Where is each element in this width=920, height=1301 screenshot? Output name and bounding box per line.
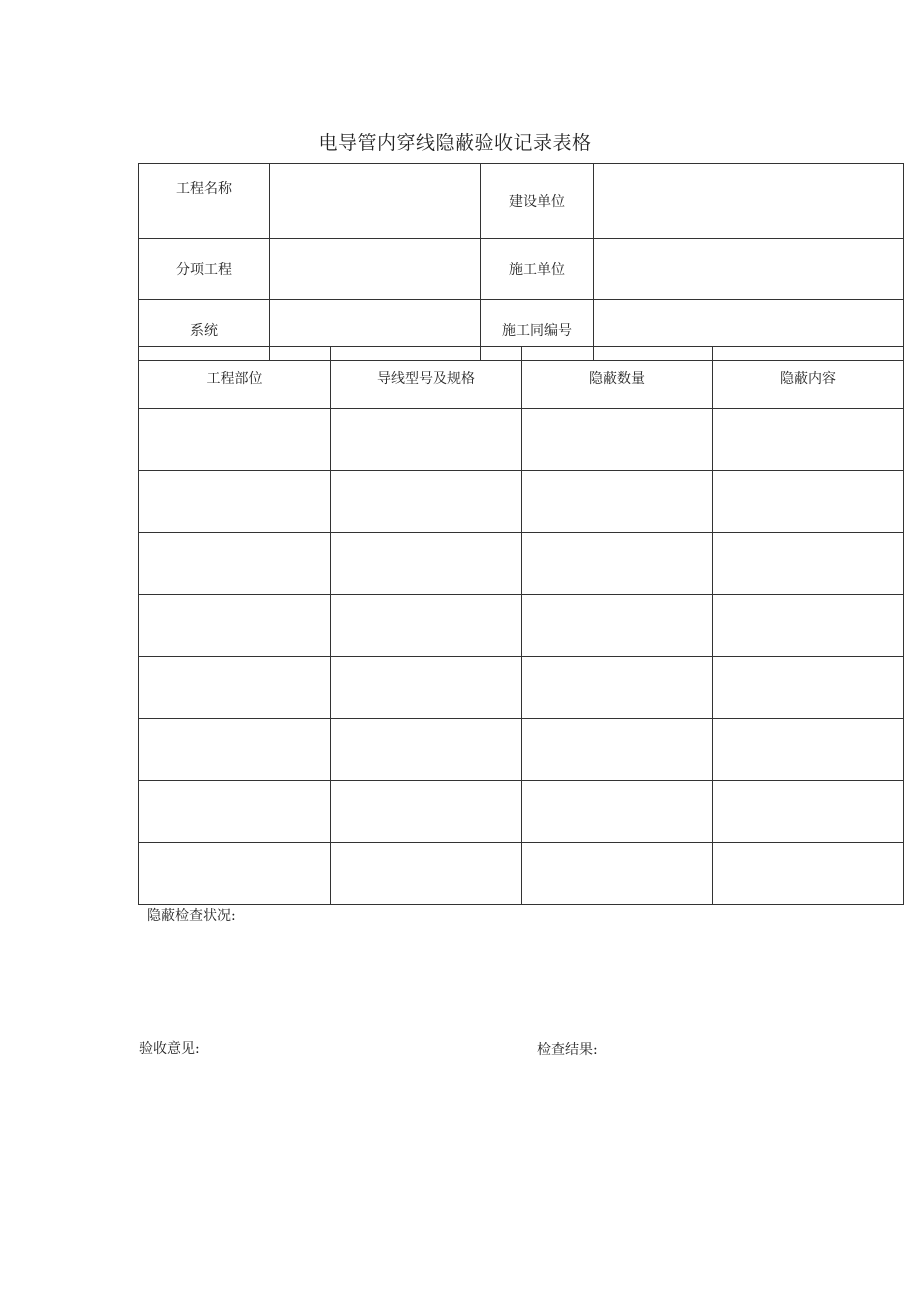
header-wire-spec: 导线型号及规格 — [331, 347, 522, 409]
cell-content[interactable] — [713, 719, 904, 781]
cell-content[interactable] — [713, 471, 904, 533]
sub-project-label: 分项工程 — [139, 239, 270, 300]
cell-quantity[interactable] — [522, 409, 713, 471]
sub-project-field[interactable] — [270, 239, 481, 300]
cell-quantity[interactable] — [522, 595, 713, 657]
table-row — [139, 409, 904, 471]
inspection-status-label: 隐蔽检查状况: — [147, 908, 236, 924]
client-field[interactable] — [594, 164, 904, 239]
cell-location[interactable] — [139, 781, 331, 843]
table-row — [139, 657, 904, 719]
detail-header-row — [139, 347, 904, 409]
cell-content[interactable] — [713, 409, 904, 471]
cell-quantity[interactable] — [522, 533, 713, 595]
header-content: 隐蔽内容 — [713, 347, 904, 409]
cell-location[interactable] — [139, 409, 331, 471]
table-row — [139, 843, 904, 905]
table-row — [139, 719, 904, 781]
cell-wire-spec[interactable] — [331, 719, 522, 781]
contractor-label: 施工单位 — [481, 239, 594, 300]
cell-wire-spec[interactable] — [331, 843, 522, 905]
cell-wire-spec[interactable] — [331, 595, 522, 657]
cell-wire-spec[interactable] — [331, 471, 522, 533]
cell-wire-spec[interactable] — [331, 409, 522, 471]
system-label: 系统 — [139, 300, 270, 361]
cell-location[interactable] — [139, 471, 331, 533]
cell-quantity[interactable] — [522, 719, 713, 781]
cell-content[interactable] — [713, 533, 904, 595]
cell-content[interactable] — [713, 781, 904, 843]
contract-no-label: 施工同编号 — [481, 300, 594, 361]
acceptance-opinion-label: 验收意见: — [139, 1041, 200, 1057]
cell-content[interactable] — [713, 843, 904, 905]
cell-quantity[interactable] — [522, 843, 713, 905]
cell-location[interactable] — [139, 533, 331, 595]
cell-location[interactable] — [139, 719, 331, 781]
table-row — [139, 595, 904, 657]
cell-quantity[interactable] — [522, 657, 713, 719]
project-name-label: 工程名称 — [139, 164, 270, 239]
cell-wire-spec[interactable] — [331, 781, 522, 843]
contractor-field[interactable] — [594, 239, 904, 300]
cell-quantity[interactable] — [522, 781, 713, 843]
project-info-table — [138, 163, 904, 361]
cell-location[interactable] — [139, 843, 331, 905]
cell-location[interactable] — [139, 595, 331, 657]
header-location: 工程部位 — [139, 347, 331, 409]
check-result-label: 检查结果: — [537, 1042, 598, 1058]
cell-wire-spec[interactable] — [331, 657, 522, 719]
cell-wire-spec[interactable] — [331, 533, 522, 595]
cell-quantity[interactable] — [522, 471, 713, 533]
info-row-subproject — [139, 239, 904, 300]
page-title: 电导管内穿线隐蔽验收记录表格 — [318, 132, 592, 154]
project-name-field[interactable] — [270, 164, 481, 239]
table-row — [139, 781, 904, 843]
cell-content[interactable] — [713, 595, 904, 657]
table-row — [139, 533, 904, 595]
cell-location[interactable] — [139, 657, 331, 719]
table-row — [139, 471, 904, 533]
cell-content[interactable] — [713, 657, 904, 719]
header-quantity: 隐蔽数量 — [522, 347, 713, 409]
inspection-detail-table — [138, 346, 904, 905]
info-row-project — [139, 164, 904, 239]
client-label: 建设单位 — [481, 164, 594, 239]
